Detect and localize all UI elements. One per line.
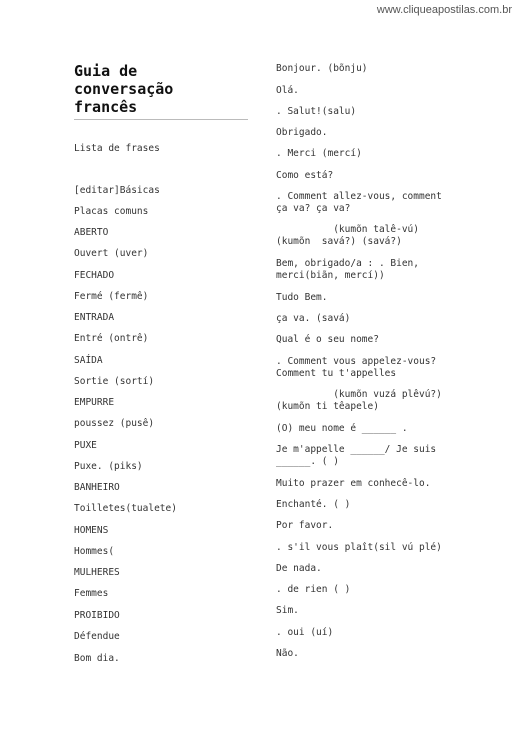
title-line-2: conversação bbox=[74, 80, 174, 98]
phrase-line: (kumõn talê-vú) bbox=[276, 224, 419, 235]
phrase-line: Sim. bbox=[276, 605, 299, 616]
phrase-line: (kumõn ti têapele) bbox=[276, 401, 379, 412]
phrase-line: ça va? ça va? bbox=[276, 203, 351, 214]
phrase-line: Bem, obrigado/a : . Bien, bbox=[276, 258, 419, 269]
phrase-line: . Comment allez-vous, comment bbox=[276, 191, 442, 202]
phrase-line: Lista de frases bbox=[74, 143, 160, 154]
phrase-line: (kumõn savá?) (savá?) bbox=[276, 236, 402, 247]
phrase-line: (O) meu nome é ______ . bbox=[276, 423, 408, 434]
phrase-line: . Merci (mercí) bbox=[276, 148, 362, 159]
phrase-line: Je m'appelle ______/ Je suis bbox=[276, 444, 437, 455]
phrase-line: Não. bbox=[276, 648, 299, 659]
phrase-line: Tudo Bem. bbox=[276, 292, 328, 303]
phrase-line: Défendue bbox=[74, 631, 120, 642]
phrase-line: . s'il vous plaît(sil vú plé) bbox=[276, 542, 442, 553]
phrase-line: Obrigado. bbox=[276, 127, 328, 138]
title-line-3: francês bbox=[74, 98, 138, 116]
phrase-line: EMPURRE bbox=[74, 397, 115, 408]
phrase-line: PROIBIDO bbox=[74, 610, 120, 621]
phrase-line: Sortie (sortí) bbox=[74, 376, 155, 387]
phrase-line: De nada. bbox=[276, 563, 322, 574]
phrase-line: Bom dia. bbox=[74, 653, 120, 664]
phrase-line: ABERTO bbox=[74, 227, 109, 238]
phrase-line: . oui (uí) bbox=[276, 627, 334, 638]
phrase-line: Femmes bbox=[74, 588, 109, 599]
phrase-line: Ouvert (uver) bbox=[74, 248, 149, 259]
title-line-1: Guia de bbox=[74, 62, 138, 80]
page-title bbox=[74, 62, 248, 120]
phrase-line: ______. ( ) bbox=[276, 456, 339, 467]
phrase-line: merci(biãn, mercí)) bbox=[276, 270, 385, 281]
phrase-line: Olá. bbox=[276, 85, 299, 96]
phrase-line: [editar]Básicas bbox=[74, 185, 160, 196]
phrase-line: Puxe. (piks) bbox=[74, 461, 143, 472]
phrase-line: Entré (ontrê) bbox=[74, 333, 149, 344]
phrase-line: SAÍDA bbox=[74, 355, 103, 366]
phrase-line: . Comment vous appelez-vous? bbox=[276, 356, 437, 367]
phrase-line: poussez (pusê) bbox=[74, 418, 155, 429]
phrase-line: ça va. (savá) bbox=[276, 313, 351, 324]
phrase-line: Placas comuns bbox=[74, 206, 149, 217]
phrase-line: Enchanté. ( ) bbox=[276, 499, 351, 510]
phrase-line: BANHEIRO bbox=[74, 482, 120, 493]
phrase-line: Qual é o seu nome? bbox=[276, 334, 379, 345]
phrase-line: . Salut!(salu) bbox=[276, 106, 357, 117]
phrase-line: Por favor. bbox=[276, 520, 334, 531]
phrase-line: . de rien ( ) bbox=[276, 584, 351, 595]
phrase-line: (kumõn vuzá plêvú?) bbox=[276, 389, 442, 400]
phrase-line: ENTRADA bbox=[74, 312, 115, 323]
phrase-line: MULHERES bbox=[74, 567, 120, 578]
phrase-line: FECHADO bbox=[74, 270, 115, 281]
phrase-line: Toilletes(tualete) bbox=[74, 503, 177, 514]
phrase-line: Como está? bbox=[276, 170, 334, 181]
phrase-line: HOMENS bbox=[74, 525, 109, 536]
phrase-line: Muito prazer em conhecê-lo. bbox=[276, 478, 431, 489]
phrase-line: Comment tu t'appelles bbox=[276, 368, 397, 379]
phrase-line: PUXE bbox=[74, 440, 97, 451]
phrase-line: Bonjour. (bõnju) bbox=[276, 63, 368, 74]
site-url: www.cliqueapostilas.com.br bbox=[376, 4, 512, 16]
phrase-line: Hommes( bbox=[74, 546, 115, 557]
phrase-line: Fermé (fermê) bbox=[74, 291, 149, 302]
